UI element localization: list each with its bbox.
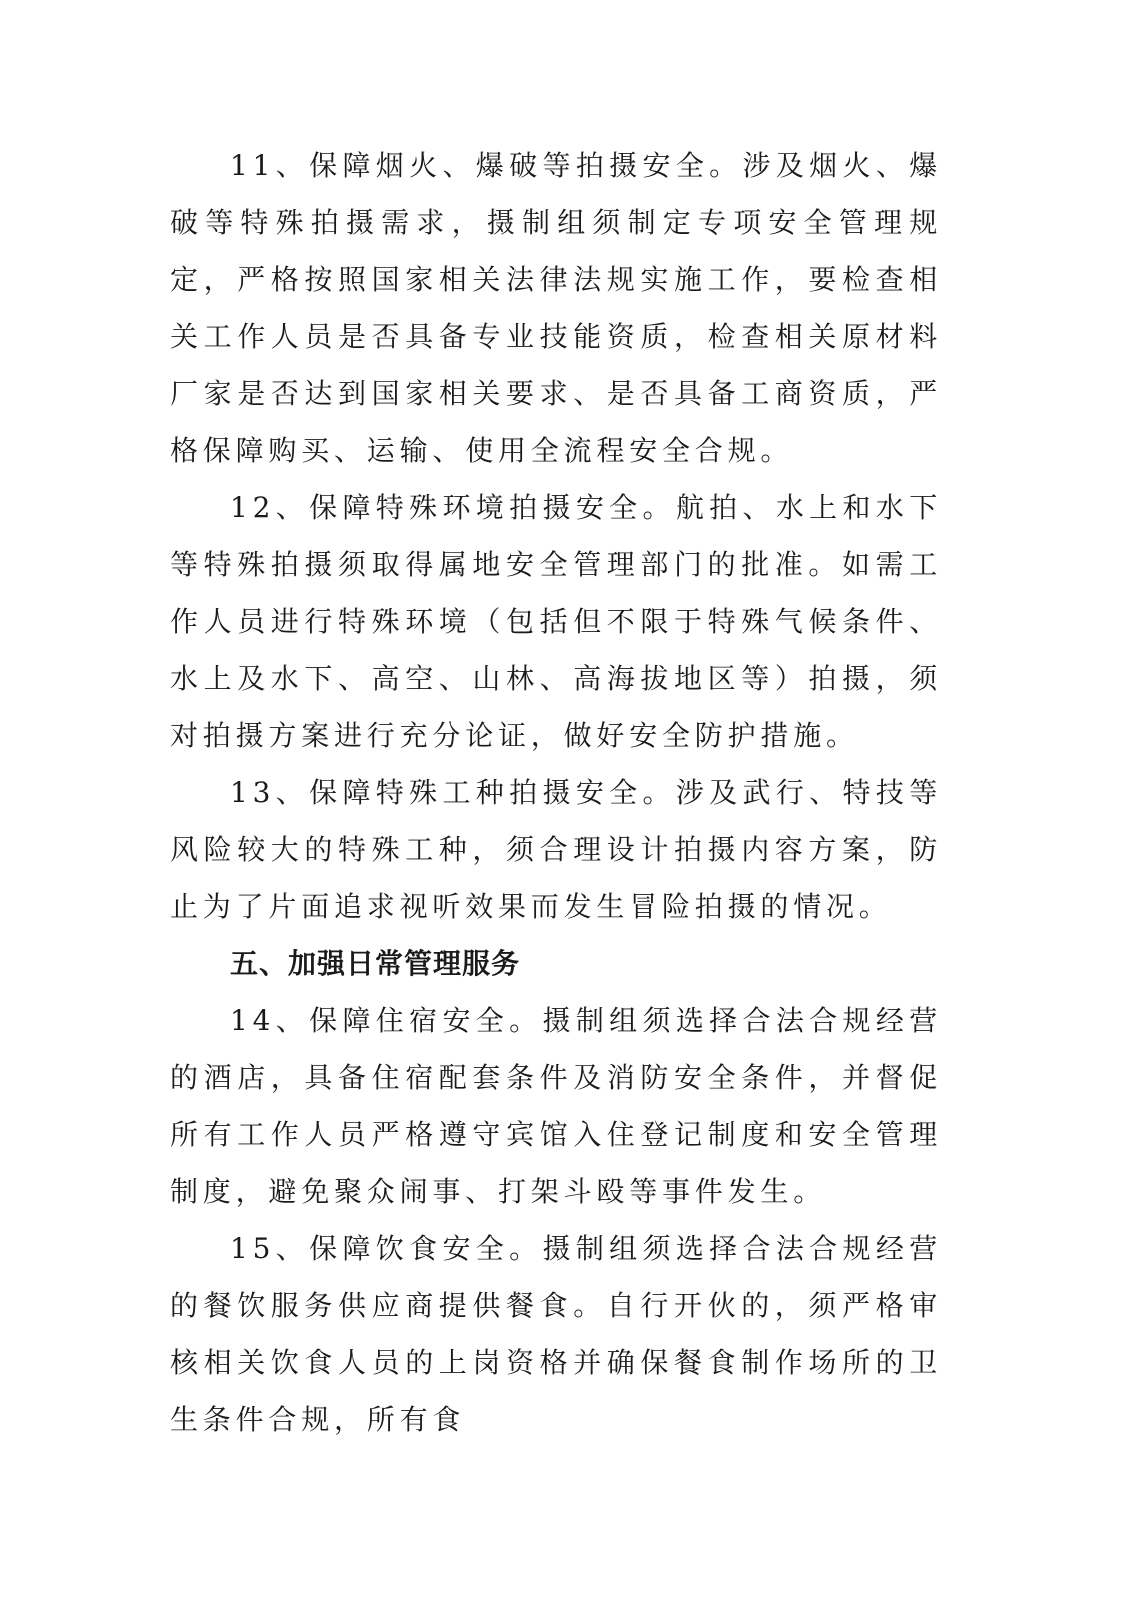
section-heading-5: 五、加强日常管理服务 <box>230 947 521 980</box>
paragraph-12: 12、保障特殊环境拍摄安全。航拍、水上和水下等特殊拍摄须取得属地安全管理部门的批准。如需工作人员进行特殊环境（包括但不限于特殊气候条件、水上及水下、高空、山林、高海拔地区等）拍摄，须对拍摄方案进行充分论证，做好安全防护措施。 <box>170 491 942 752</box>
paragraph-15: 15、保障饮食安全。摄制组须选择合法合规经营的餐饮服务供应商提供餐食。自行开伙的，须严格审核相关饮食人员的上岗资格并确保餐食制作场所的卫生条件合规，所有食 <box>170 1232 942 1436</box>
paragraph-13: 13、保障特殊工种拍摄安全。涉及武行、特技等风险较大的特殊工种，须合理设计拍摄内容方案，防止为了片面追求视听效果而发生冒险拍摄的情况。 <box>170 776 942 923</box>
paragraph-14: 14、保障住宿安全。摄制组须选择合法合规经营的酒店，具备住宿配套条件及消防安全条件，并督促所有工作人员严格遵守宾馆入住登记制度和安全管理制度，避免聚众闹事、打架斗殴等事件发生。 <box>170 1004 942 1208</box>
document-body <box>170 137 942 1448</box>
paragraph-11: 11、保障烟火、爆破等拍摄安全。涉及烟火、爆破等特殊拍摄需求，摄制组须制定专项安全管理规定，严格按照国家相关法律法规实施工作，要检查相关工作人员是否具备专业技能资质，检查相关原材料厂家是否达到国家相关要求、是否具备工商资质，严格保障购买、运输、使用全流程安全合规。 <box>170 149 942 467</box>
